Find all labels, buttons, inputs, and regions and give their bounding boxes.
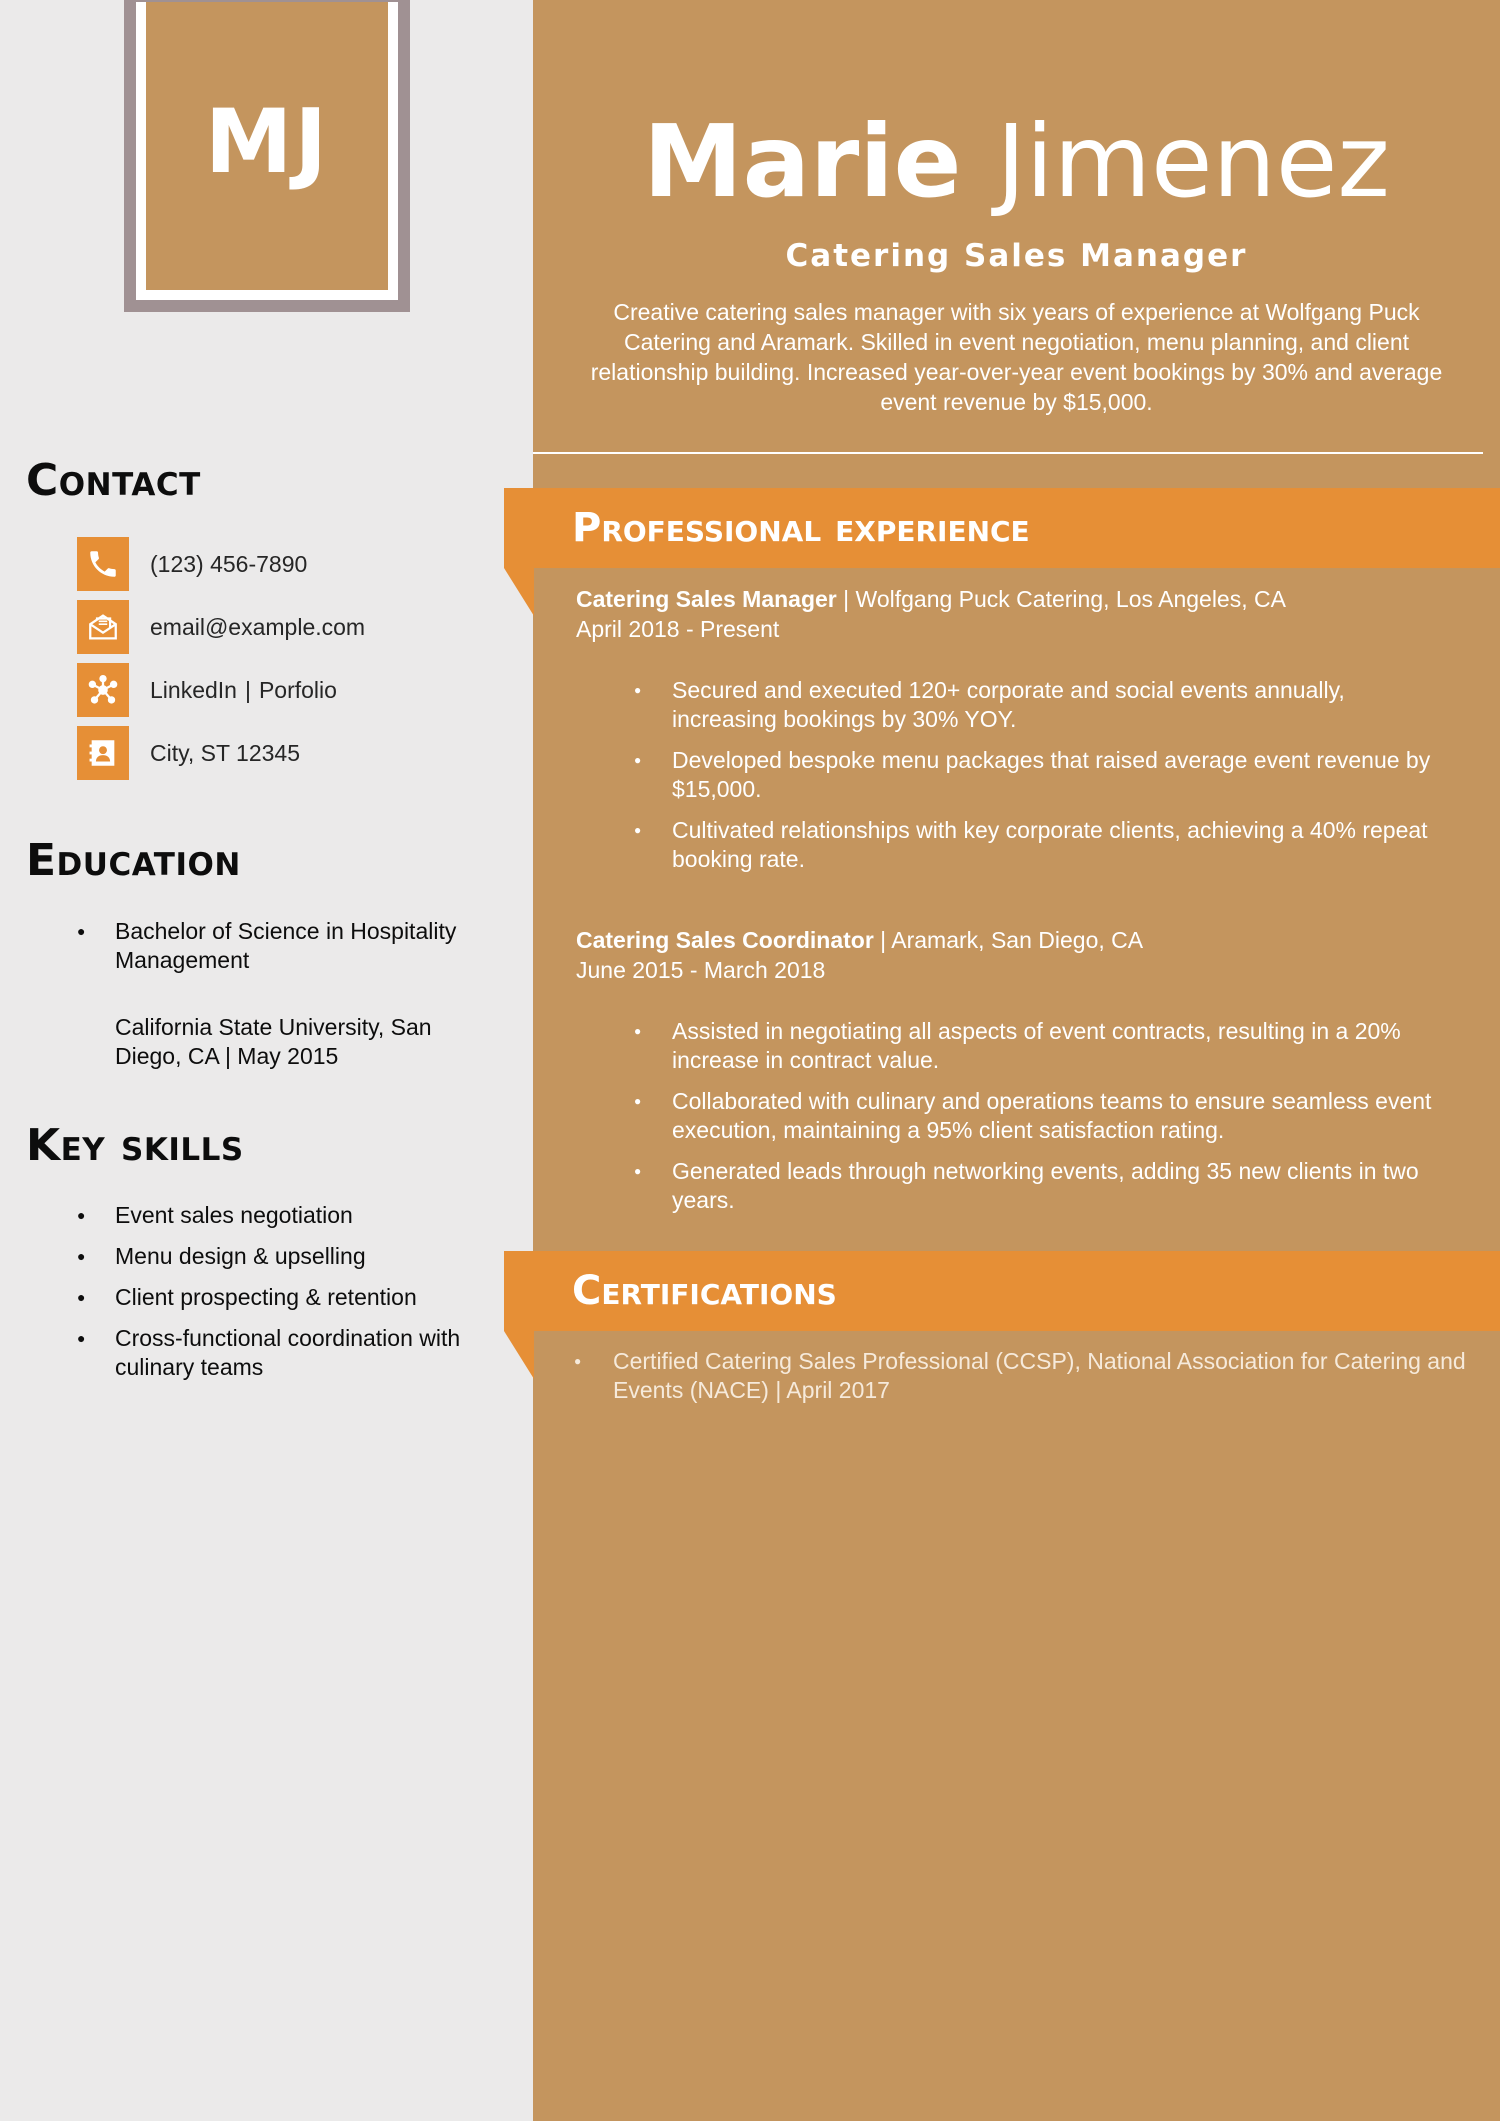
- bullet-dot: ●: [574, 1354, 582, 1368]
- portfolio-link[interactable]: Porfolio: [258, 676, 337, 703]
- list-item: [77, 1283, 477, 1312]
- bullet-dot: ●: [634, 823, 642, 837]
- monogram: MJ: [204, 89, 330, 193]
- skill-text: Cross-functional coordination with culinary teams: [115, 1325, 461, 1380]
- bullet-dot: ●: [634, 1094, 642, 1108]
- list-item: [77, 917, 477, 975]
- bullet-text: Collaborated with culinary and operations teams to ensure seamless event execution, maintaining a 95% client satisfaction rating.: [672, 1088, 1432, 1143]
- bullet-dot: ●: [634, 1164, 642, 1178]
- skills-heading: Key skills: [26, 1120, 244, 1171]
- job-role: Catering Sales Coordinator: [576, 927, 874, 953]
- bullet-text: Assisted in negotiating all aspects of event contracts, resulting in a 20% increase in contract value.: [672, 1018, 1401, 1073]
- list-item: [634, 746, 1454, 804]
- job-entry: [576, 925, 1476, 1213]
- bullet-dot: ●: [634, 753, 642, 767]
- certifications-heading: Certifications: [572, 1268, 837, 1314]
- list-item: [634, 1087, 1454, 1145]
- bullet-text: Secured and executed 120+ corporate and social events annually, increasing bookings by 30% YOY.: [672, 677, 1345, 732]
- certifications-list: [574, 1347, 1486, 1405]
- bullet-dot: ●: [77, 1330, 86, 1346]
- list-item: [77, 1201, 477, 1230]
- contact-location: [77, 726, 365, 780]
- list-item: [634, 1017, 1454, 1075]
- envelope-icon: [77, 600, 129, 654]
- phone-icon: [77, 537, 129, 591]
- job-dates: April 2018 - Present: [576, 616, 780, 642]
- phone-number[interactable]: (123) 456-7890: [150, 550, 308, 577]
- candidate-name: [533, 102, 1500, 222]
- job-role: Catering Sales Manager: [576, 586, 837, 612]
- education-list: [77, 917, 477, 975]
- experience-heading: Professional experience: [572, 505, 1030, 551]
- bullet-dot: ●: [634, 1024, 642, 1038]
- bullet-text: Generated leads through networking events, adding 35 new clients in two years.: [672, 1158, 1419, 1213]
- linkedin-link[interactable]: LinkedIn: [150, 676, 237, 703]
- monogram-frame: [124, 0, 410, 312]
- skill-text: Event sales negotiation: [115, 1202, 353, 1228]
- job-company: | Wolfgang Puck Catering, Los Angeles, CA: [836, 586, 1286, 612]
- monogram-box: [146, 2, 388, 290]
- first-name: Marie: [643, 103, 962, 220]
- experience-banner: [504, 488, 1500, 568]
- sidebar: [0, 0, 533, 2121]
- contact-links: [77, 663, 365, 717]
- contact-email: [77, 600, 365, 654]
- list-item: [634, 676, 1454, 734]
- email-link[interactable]: email@example.com: [150, 613, 366, 640]
- list-item: [634, 1157, 1454, 1215]
- list-item: [634, 816, 1454, 874]
- skill-text: Client prospecting & retention: [115, 1284, 417, 1310]
- last-name: Jimenez: [996, 103, 1390, 220]
- bullet-text: Developed bespoke menu packages that raised average event revenue by $15,000.: [672, 747, 1431, 802]
- certification-text: Certified Catering Sales Professional (CCSP), National Association for Catering and Events (NACE) | April 2017: [613, 1348, 1466, 1403]
- job-bullets: [634, 1017, 1454, 1227]
- job-title: Catering Sales Manager: [785, 238, 1248, 274]
- divider: [533, 452, 1483, 454]
- bullet-dot: ●: [634, 683, 642, 697]
- job-bullets: [634, 676, 1454, 886]
- school-text: California State University, San Diego, CA | May 2015: [115, 1014, 432, 1069]
- location-text: City, ST 12345: [150, 739, 301, 766]
- job-header: [576, 925, 1476, 955]
- profile-links: [150, 677, 337, 704]
- bullet-dot: ●: [77, 1248, 86, 1264]
- job-dates: June 2015 - March 2018: [576, 957, 826, 983]
- job-company: | Aramark, San Diego, CA: [873, 927, 1144, 953]
- skills-list: [77, 1201, 477, 1394]
- bullet-dot: ●: [77, 923, 86, 939]
- link-separator: |: [244, 676, 251, 703]
- bullet-text: Cultivated relationships with key corporate clients, achieving a 40% repeat booking rate.: [672, 817, 1428, 872]
- contact-list: [77, 537, 365, 789]
- bullet-dot: ●: [77, 1289, 86, 1305]
- list-item: [77, 1242, 477, 1271]
- list-item: [574, 1347, 1486, 1405]
- contact-phone: [77, 537, 365, 591]
- education-heading: Education: [26, 835, 241, 886]
- skill-text: Menu design & upselling: [115, 1243, 366, 1269]
- job-entry: [576, 584, 1476, 872]
- job-header: [576, 584, 1476, 614]
- address-card-icon: [77, 726, 129, 780]
- contact-heading: Contact: [26, 455, 201, 506]
- network-icon: [77, 663, 129, 717]
- list-item: [77, 1324, 477, 1382]
- bullet-dot: ●: [77, 1207, 86, 1223]
- certifications-banner: [504, 1251, 1500, 1331]
- degree-text: Bachelor of Science in Hospitality Management: [115, 918, 457, 973]
- summary-text: Creative catering sales manager with six years of experience at Wolfgang Puck Catering and Aramark. Skilled in event negotiation, menu planning, and client relationship building. Increased year-over-year event bookings by 30% and average event revenue by $15,000.: [590, 299, 1443, 415]
